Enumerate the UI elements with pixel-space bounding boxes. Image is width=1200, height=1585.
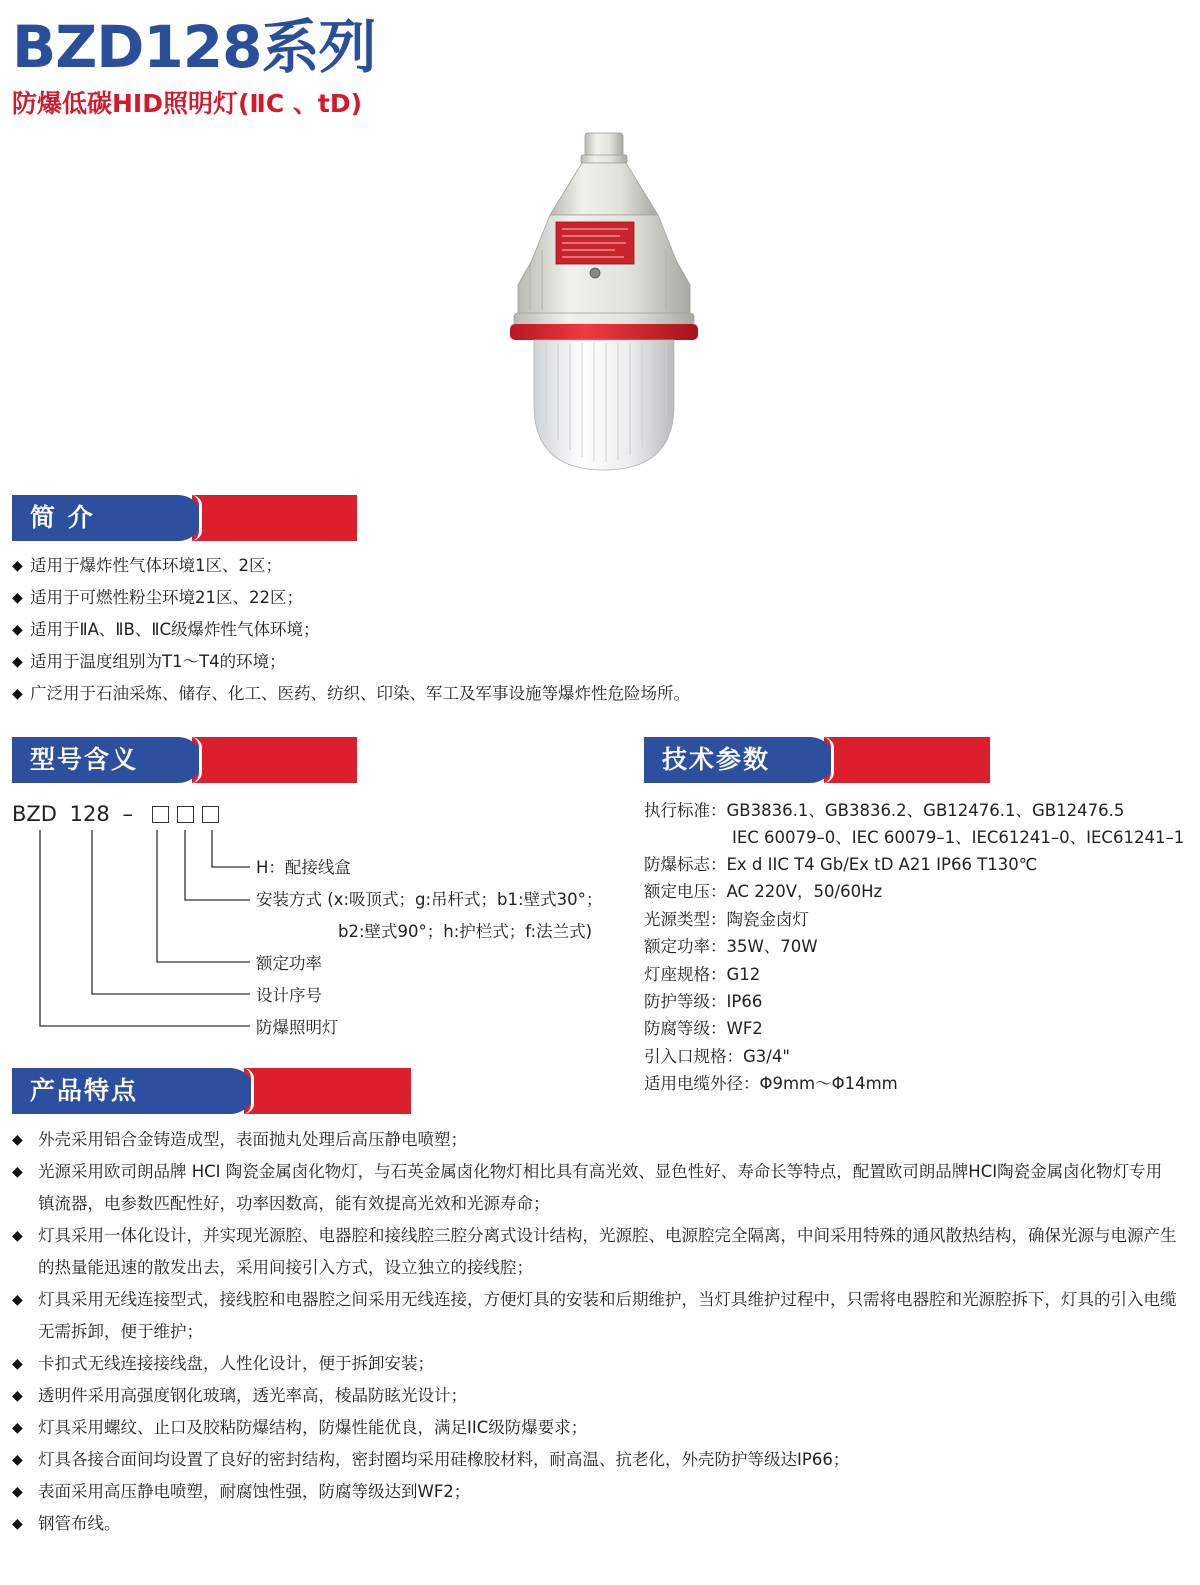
diamond-bullet-icon: ◆ (12, 686, 23, 702)
list-item: ◆ 卡扣式无线连接接线盘，人性化设计，便于拆卸安装； (12, 1348, 1178, 1380)
section-header-tech (644, 737, 990, 783)
model-prefix: BZD (12, 802, 57, 826)
list-item: ◆ 广泛用于石油采炼、储存、化工、医药、纺织、印染、军工及军事设施等爆炸性危险场所。 (12, 678, 1182, 710)
list-item: ◆ 钢管布线。 (12, 1508, 1178, 1540)
section-title-intro: 简 介 (30, 503, 95, 532)
diamond-bullet-icon: ◆ (12, 654, 23, 670)
diamond-bullet-icon: ◆ (12, 1164, 23, 1180)
spec-row-ip: 防护等级：IP66 (644, 992, 763, 1011)
page-title: BZD128系列 (12, 13, 376, 81)
diamond-bullet-icon: ◆ (12, 1420, 23, 1436)
list-item: ◆ 灯具各接合面间均设置了良好的密封结构，密封圈均采用硅橡胶材料，耐高温、抗老化，外壳防护等级达IP66； (12, 1444, 1178, 1476)
list-item: ◆ 适用于可燃性粉尘环境21区、22区； (12, 582, 1182, 614)
diamond-bullet-icon: ◆ (12, 1132, 23, 1148)
spec-row-cable: 适用电缆外径：Φ9mm～Φ14mm (644, 1074, 898, 1093)
product-image (490, 125, 710, 480)
model-label-h: H：配接线盒 (256, 858, 351, 877)
section-title-model: 型号含义 (30, 745, 139, 774)
model-label-mount-cont: b2:壁式90°；h:护栏式；f:法兰式) (338, 922, 593, 941)
spec-row-voltage: 额定电压：AC 220V，50/60Hz (644, 882, 883, 901)
list-item: ◆ 表面采用高压静电喷塑，耐腐蚀性强，防腐等级达到WF2； (12, 1476, 1178, 1508)
list-item: ◆ 外壳采用铝合金铸造成型，表面抛丸处理后高压静电喷塑； (12, 1124, 1178, 1156)
diamond-bullet-icon: ◆ (12, 1356, 23, 1372)
section-header-intro (12, 495, 357, 541)
features-list (12, 1124, 1178, 1540)
diamond-bullet-icon: ◆ (12, 1292, 23, 1308)
list-item: ◆ 适用于温度组别为T1～T4的环境； (12, 646, 1182, 678)
model-label-lamp: 防爆照明灯 (256, 1018, 339, 1037)
intro-list (12, 550, 1182, 710)
list-item: ◆ 适用于ⅡA、ⅡB、ⅡC级爆炸性气体环境； (12, 614, 1182, 646)
spec-row-standard: 执行标准：GB3836.1、GB3836.2、GB12476.1、GB12476.5 (644, 801, 1125, 820)
spec-row-socket: 灯座规格：G12 (644, 965, 761, 984)
diamond-bullet-icon: ◆ (12, 558, 23, 574)
page-subtitle: 防爆低碳HID照明灯(ⅡC 、tD) (12, 89, 363, 118)
section-title-tech: 技术参数 (662, 745, 771, 774)
diamond-bullet-icon: ◆ (12, 1484, 23, 1500)
diamond-bullet-icon: ◆ (12, 1388, 23, 1404)
list-item: ◆ 透明件采用高强度钢化玻璃，透光率高，棱晶防眩光设计； (12, 1380, 1178, 1412)
diamond-bullet-icon: ◆ (12, 1228, 23, 1244)
list-item: ◆ 灯具采用螺纹、止口及胶粘防爆结构，防爆性能优良，满足IIC级防爆要求； (12, 1412, 1178, 1444)
diamond-bullet-icon: ◆ (12, 1452, 23, 1468)
diamond-bullet-icon: ◆ (12, 590, 23, 606)
list-item: ◆ 灯具采用一体化设计，并实现光源腔、电器腔和接线腔三腔分离式设计结构，光源腔、电源腔完全隔离，中间采用特殊的通风散热结构，确保光源与电源产生的热量能迅速的散发出去，采用间接引入方式，设立独立的接线腔； (12, 1220, 1178, 1284)
list-item: ◆ 灯具采用无线连接型式，接线腔和电器腔之间采用无线连接，方便灯具的安装和后期维护，当灯具维护过程中，只需将电器腔和光源腔拆下，灯具的引入电缆无需拆卸，便于维护； (12, 1284, 1178, 1348)
list-item: ◆ 适用于爆炸性气体环境1区、2区； (12, 550, 1182, 582)
section-title-features: 产品特点 (30, 1076, 139, 1105)
spec-row-anticorrosion: 防腐等级：WF2 (644, 1019, 763, 1038)
model-label-power: 额定功率 (256, 954, 322, 973)
diamond-bullet-icon: ◆ (12, 622, 23, 638)
spec-row-standard-cont: IEC 60079–0、IEC 60079–1、IEC61241–0、IEC61241–1 (732, 828, 1185, 847)
spec-row-power: 额定功率：35W、70W (644, 937, 818, 956)
spec-row-ex-mark: 防爆标志：Ex d IIC T4 Gb/Ex tD A21 IP66 T130℃ (644, 855, 1038, 874)
model-serial: 128 (69, 802, 110, 826)
list-item: ◆ 光源采用欧司朗品牌 HCI 陶瓷金属卤化物灯，与石英金属卤化物灯相比具有高光效、显色性好、寿命长等特点，配置欧司朗品牌HCI陶瓷金属卤化物灯专用镇流器，电参数匹配性好，功率因数高，能有效提高光效和光源寿命； (12, 1156, 1178, 1220)
model-dash: – (122, 802, 133, 826)
spec-row-entry: 引入口规格：G3/4" (644, 1047, 790, 1066)
section-header-features (12, 1068, 411, 1114)
section-header-model (12, 737, 357, 783)
spec-row-light-source: 光源类型：陶瓷金卤灯 (644, 910, 809, 929)
model-label-mount: 安装方式 (x:吸顶式；g:吊杆式；b1:壁式30°； (256, 890, 603, 909)
model-label-design: 设计序号 (256, 986, 322, 1005)
diamond-bullet-icon: ◆ (12, 1516, 23, 1532)
